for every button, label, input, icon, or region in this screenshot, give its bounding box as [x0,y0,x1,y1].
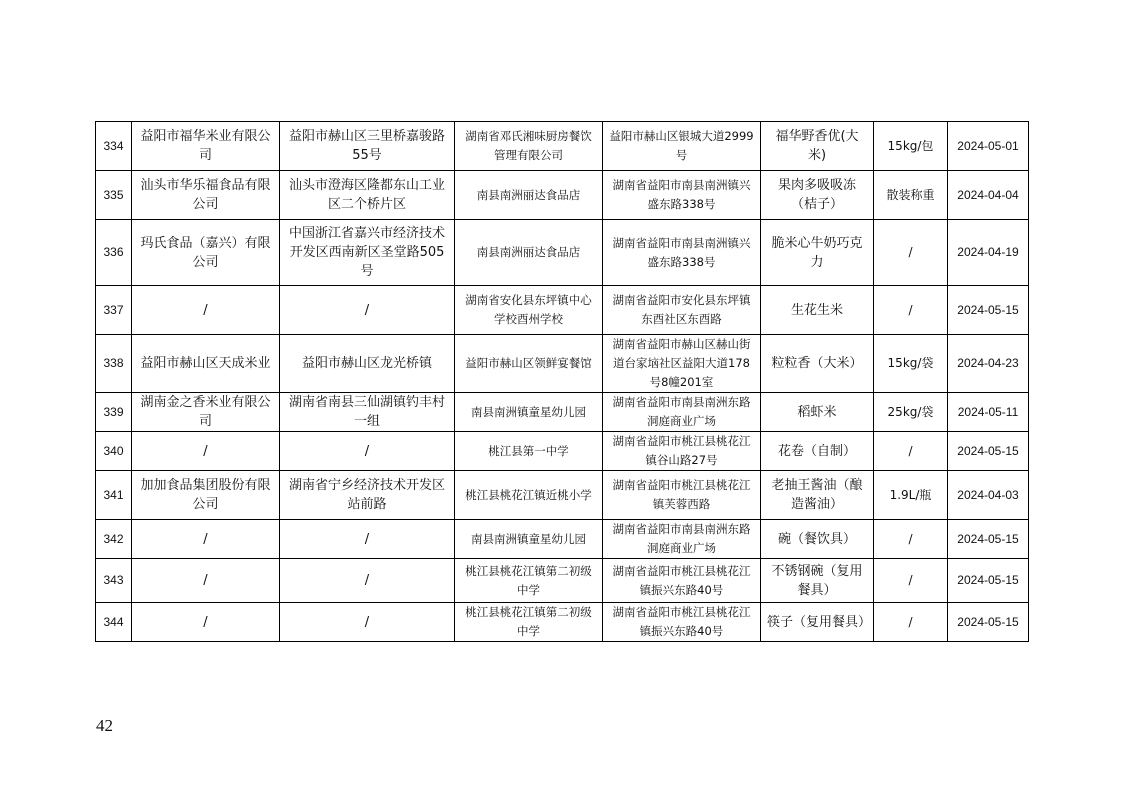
cell-production-date: 2024-05-15 [948,432,1029,471]
cell-producer-name: 湖南金之香米业有限公司 [132,393,280,432]
cell-sampled-unit-name: 南县南洲镇童星幼儿园 [455,520,603,559]
cell-production-date: 2024-05-15 [948,603,1029,642]
table-row [96,286,1029,335]
cell-sampled-unit-name: 益阳市赫山区领鲜宴餐馆 [455,335,603,393]
cell-serial-number: 342 [96,520,132,559]
table-row [96,220,1029,286]
cell-specification: / [874,220,948,286]
table-row [96,171,1029,220]
cell-producer-name: / [132,559,280,603]
cell-producer-address: 湖南省宁乡经济技术开发区站前路 [280,471,455,520]
cell-production-date: 2024-05-01 [948,122,1029,171]
table-row [96,122,1029,171]
cell-producer-address: 湖南省南县三仙湖镇钓丰村一组 [280,393,455,432]
cell-producer-name: 汕头市华乐福食品有限公司 [132,171,280,220]
cell-production-date: 2024-04-19 [948,220,1029,286]
cell-producer-address: 中国浙江省嘉兴市经济技术开发区西南新区圣堂路505号 [280,220,455,286]
cell-sampled-unit-address: 湖南省益阳市桃江县桃花江镇振兴东路40号 [603,603,761,642]
cell-sampled-unit-address: 湖南省益阳市桃江县桃花江镇谷山路27号 [603,432,761,471]
cell-production-date: 2024-05-15 [948,559,1029,603]
cell-serial-number: 335 [96,171,132,220]
cell-producer-address: / [280,520,455,559]
cell-serial-number: 338 [96,335,132,393]
cell-producer-name: 益阳市赫山区天成米业 [132,335,280,393]
cell-sampled-unit-name: 桃江县桃花江镇第二初级中学 [455,559,603,603]
cell-production-date: 2024-05-15 [948,520,1029,559]
cell-sampled-unit-address: 湖南省益阳市桃江县桃花江镇芙蓉西路 [603,471,761,520]
cell-sampled-unit-name: 南县南洲丽达食品店 [455,171,603,220]
cell-producer-address: 益阳市赫山区龙光桥镇 [280,335,455,393]
table-row [96,520,1029,559]
cell-food-name: 脆米心牛奶巧克力 [761,220,874,286]
table-row [96,471,1029,520]
cell-specification: / [874,559,948,603]
cell-sampled-unit-name: 南县南洲丽达食品店 [455,220,603,286]
cell-food-name: 稻虾米 [761,393,874,432]
cell-specification: 散装称重 [874,171,948,220]
cell-sampled-unit-address: 湖南省益阳市南县南洲东路洞庭商业广场 [603,393,761,432]
cell-serial-number: 340 [96,432,132,471]
cell-sampled-unit-address: 湖南省益阳市安化县东坪镇东酉社区东酉路 [603,286,761,335]
cell-specification: / [874,432,948,471]
table-row [96,603,1029,642]
cell-sampled-unit-name: 桃江县桃花江镇第二初级中学 [455,603,603,642]
cell-producer-address: 益阳市赫山区三里桥嘉骏路55号 [280,122,455,171]
cell-serial-number: 343 [96,559,132,603]
cell-producer-name: / [132,603,280,642]
cell-food-name: 福华野香优(大米) [761,122,874,171]
cell-food-name: 生花生米 [761,286,874,335]
cell-serial-number: 336 [96,220,132,286]
cell-producer-address: / [280,559,455,603]
cell-specification: 25kg/袋 [874,393,948,432]
cell-food-name: 筷子（复用餐具） [761,603,874,642]
cell-food-name: 果肉多吸吸冻（桔子） [761,171,874,220]
cell-sampled-unit-address: 湖南省益阳市桃江县桃花江镇振兴东路40号 [603,559,761,603]
cell-specification: / [874,286,948,335]
cell-production-date: 2024-04-23 [948,335,1029,393]
table-row [96,335,1029,393]
cell-food-name: 粒粒香（大米） [761,335,874,393]
cell-food-name: 花卷（自制） [761,432,874,471]
cell-producer-address: / [280,432,455,471]
cell-sampled-unit-address: 湖南省益阳市南县南洲东路洞庭商业广场 [603,520,761,559]
cell-producer-name: 加加食品集团股份有限公司 [132,471,280,520]
cell-producer-name: 玛氏食品（嘉兴）有限公司 [132,220,280,286]
cell-producer-name: / [132,520,280,559]
table-row [96,393,1029,432]
cell-producer-name: / [132,432,280,471]
cell-production-date: 2024-04-03 [948,471,1029,520]
cell-specification: 15kg/包 [874,122,948,171]
cell-sampled-unit-address: 湖南省益阳市赫山区赫山街道台家垴社区益阳大道178号8幢201室 [603,335,761,393]
table-row [96,559,1029,603]
cell-producer-address: 汕头市澄海区隆都东山工业区二个桥片区 [280,171,455,220]
cell-sampled-unit-address: 湖南省益阳市南县南洲镇兴盛东路338号 [603,220,761,286]
table-row [96,432,1029,471]
cell-serial-number: 341 [96,471,132,520]
cell-producer-address: / [280,603,455,642]
page-number: 42 [96,716,113,735]
cell-sampled-unit-name: 南县南洲镇童星幼儿园 [455,393,603,432]
cell-sampled-unit-name: 湖南省安化县东坪镇中心学校酉州学校 [455,286,603,335]
cell-sampled-unit-name: 桃江县第一中学 [455,432,603,471]
cell-production-date: 2024-05-11 [948,393,1029,432]
sampling-results-table [95,121,1029,642]
cell-serial-number: 334 [96,122,132,171]
table-body [96,122,1029,642]
cell-production-date: 2024-04-04 [948,171,1029,220]
cell-sampled-unit-name: 桃江县桃花江镇近桃小学 [455,471,603,520]
cell-producer-name: / [132,286,280,335]
cell-specification: 1.9L/瓶 [874,471,948,520]
cell-sampled-unit-address: 益阳市赫山区银城大道2999号 [603,122,761,171]
cell-producer-address: / [280,286,455,335]
cell-serial-number: 344 [96,603,132,642]
cell-producer-name: 益阳市福华米业有限公司 [132,122,280,171]
cell-specification: 15kg/袋 [874,335,948,393]
cell-production-date: 2024-05-15 [948,286,1029,335]
cell-food-name: 不锈钢碗（复用餐具） [761,559,874,603]
cell-specification: / [874,520,948,559]
cell-sampled-unit-address: 湖南省益阳市南县南洲镇兴盛东路338号 [603,171,761,220]
cell-specification: / [874,603,948,642]
cell-food-name: 碗（餐饮具） [761,520,874,559]
cell-food-name: 老抽王酱油（酿造酱油） [761,471,874,520]
cell-sampled-unit-name: 湖南省邓氏湘味厨房餐饮管理有限公司 [455,122,603,171]
cell-serial-number: 337 [96,286,132,335]
cell-serial-number: 339 [96,393,132,432]
